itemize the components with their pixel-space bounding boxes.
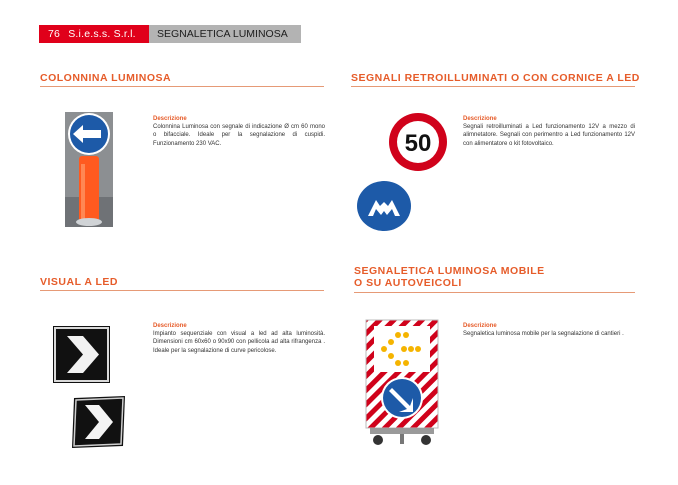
desc-label: Descrizione: [463, 116, 497, 122]
desc-text: Colonnina Luminosa con segnale di indicazione Ø cm 60 mono o bifacciale. Ideale per la segnalazione di cuspidi. Funzionamento 230 VAC.: [153, 124, 325, 147]
section-divider: [354, 292, 635, 293]
company-name: S.i.e.s.s. S.r.l.: [68, 28, 136, 40]
section-header: SEGNALETICA LUMINOSA: [149, 25, 301, 43]
section-title-mobile: [354, 265, 545, 289]
colonnina-image: [65, 112, 113, 227]
section-title-line: O SU AUTOVEICOLI: [354, 277, 462, 289]
section-title-retroilluminati: SEGNALI RETROILLUMINATI O CON CORNICE A LED: [351, 72, 640, 84]
page-number: 76: [48, 28, 61, 40]
speed-limit-value: 50: [404, 130, 432, 157]
desc-text: Impianto sequenziale con visual a led ad alta luminosità. Dimensioni cm 60x60 o 90x90 con pellicola ad alta rifrangenza . Ideale per la segnalazione di curve pericolose.: [153, 331, 325, 354]
section-divider: [351, 86, 635, 87]
desc-label: Descrizione: [463, 323, 497, 329]
desc-text: Segnaletica luminosa mobile per la segnalazione di cantieri .: [463, 331, 624, 337]
section-divider: [40, 86, 324, 87]
chevron-sign-angled-image: [71, 394, 127, 450]
section-title-colonnina: COLONNINA LUMINOSA: [40, 72, 172, 84]
section-title-line: SEGNALETICA LUMINOSA MOBILE: [354, 265, 545, 277]
chevron-sign-front-image: [53, 326, 110, 383]
mobile-signal-trailer-image: [364, 318, 440, 448]
desc-label: Descrizione: [153, 116, 187, 122]
pass-either-side-sign-image: [354, 178, 414, 234]
desc-label: Descrizione: [153, 323, 187, 329]
desc-text: Segnali retroilluminati a Led funzionamento 12V a mezzo di alimnetatore. Segnali con perimentro a Led funzionamento 12V con alimentatore o kit fotovoltaico.: [463, 124, 635, 147]
section-title-visual-led: VISUAL A LED: [40, 276, 118, 288]
page-header-number: [39, 25, 149, 43]
speed-limit-sign-image: [388, 112, 448, 172]
section-divider: [40, 290, 324, 291]
